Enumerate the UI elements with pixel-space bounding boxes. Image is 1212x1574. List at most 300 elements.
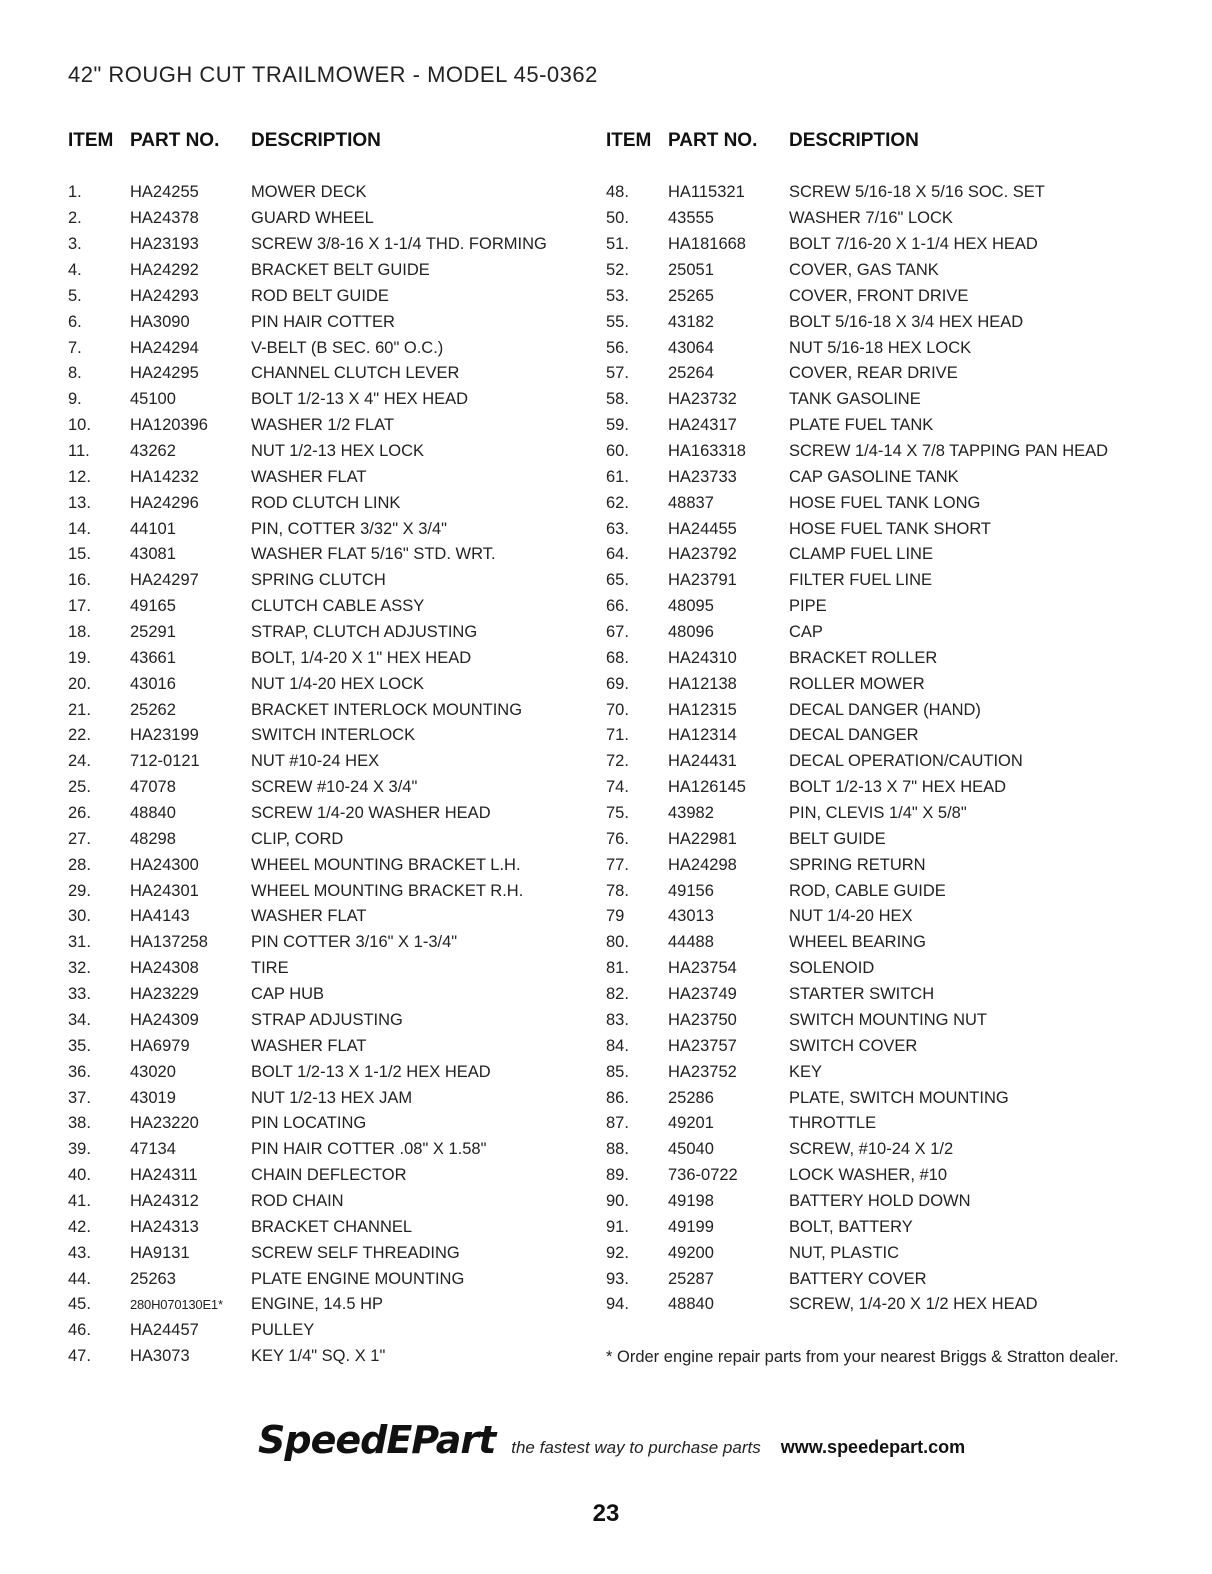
parts-row xyxy=(606,1189,1166,1215)
item-number: 47. xyxy=(68,1347,91,1366)
part-number: 48840 xyxy=(130,804,176,823)
item-number: 41. xyxy=(68,1191,91,1210)
part-description: CAP GASOLINE TANK xyxy=(789,467,959,486)
item-number: 71. xyxy=(606,726,629,745)
parts-row xyxy=(606,1085,1166,1111)
item-number: 55. xyxy=(606,312,629,331)
item-number: 2. xyxy=(68,209,82,228)
part-description: NUT 1/2-13 HEX LOCK xyxy=(251,442,425,461)
parts-row xyxy=(68,490,598,516)
part-description: SCREW 1/4-20 WASHER HEAD xyxy=(251,804,491,823)
item-number: 85. xyxy=(606,1062,629,1081)
parts-row xyxy=(68,258,598,284)
column-headers-left xyxy=(68,128,598,154)
part-number: HA23750 xyxy=(668,1010,737,1029)
part-description: BRACKET BELT GUIDE xyxy=(251,261,430,279)
parts-row xyxy=(68,878,598,904)
item-number: 20. xyxy=(68,674,91,693)
part-description: BOLT, BATTERY xyxy=(789,1217,913,1236)
part-description: CAP HUB xyxy=(251,985,325,1004)
parts-row xyxy=(606,1163,1166,1189)
part-description: WHEEL MOUNTING BRACKET R.H. xyxy=(251,881,524,900)
part-number: HA24298 xyxy=(668,855,737,874)
part-description: FILTER FUEL LINE xyxy=(789,571,933,590)
parts-row xyxy=(68,232,598,258)
parts-row xyxy=(606,645,1166,671)
parts-row xyxy=(606,516,1166,542)
part-number: 25287 xyxy=(668,1269,714,1288)
item-number: 43. xyxy=(68,1243,91,1262)
parts-row xyxy=(606,1008,1166,1034)
parts-row xyxy=(68,1318,598,1344)
item-number: 15. xyxy=(68,545,91,564)
part-number: 48840 xyxy=(668,1295,714,1314)
item-number: 11. xyxy=(68,442,90,461)
parts-row xyxy=(68,1085,598,1111)
part-number: 736-0722 xyxy=(668,1166,738,1185)
parts-row xyxy=(68,982,598,1008)
part-number: HA6979 xyxy=(130,1036,190,1055)
parts-row xyxy=(606,1240,1166,1266)
item-number: 88. xyxy=(606,1140,629,1159)
part-description: BATTERY COVER xyxy=(789,1269,927,1288)
parts-row xyxy=(606,361,1166,387)
part-number: HA126145 xyxy=(668,778,746,797)
part-description: WHEEL BEARING xyxy=(789,933,926,952)
parts-row xyxy=(606,1059,1166,1085)
part-description: DECAL OPERATION/CAUTION xyxy=(789,752,1023,771)
parts-row xyxy=(606,1111,1166,1137)
parts-row xyxy=(606,542,1166,568)
part-number: 43982 xyxy=(668,804,714,823)
item-number: 91. xyxy=(606,1217,629,1236)
part-number: HA24293 xyxy=(130,286,199,305)
parts-row xyxy=(606,568,1166,594)
part-number: 43019 xyxy=(130,1088,176,1107)
part-number: 44101 xyxy=(130,519,176,538)
part-number: 48837 xyxy=(668,493,714,512)
item-number: 90. xyxy=(606,1191,629,1210)
item-number: 38. xyxy=(68,1114,91,1133)
parts-row xyxy=(68,1059,598,1085)
part-description: STARTER SWITCH xyxy=(789,985,935,1004)
item-number: 77. xyxy=(606,855,629,874)
part-number: HA24312 xyxy=(130,1191,199,1210)
part-description: BRACKET INTERLOCK MOUNTING xyxy=(251,700,523,719)
item-number: 17. xyxy=(68,597,91,616)
header-part-no: PART NO. xyxy=(130,130,220,151)
parts-row xyxy=(68,1189,598,1215)
part-number: HA23220 xyxy=(130,1114,199,1133)
part-description: NUT 5/16-18 HEX LOCK xyxy=(789,338,972,357)
part-number: HA23749 xyxy=(668,985,737,1004)
part-description: BOLT 7/16-20 X 1-1/4 HEX HEAD xyxy=(789,235,1038,254)
item-number: 87. xyxy=(606,1114,629,1133)
parts-row xyxy=(68,206,598,232)
part-number: 43182 xyxy=(668,312,714,331)
header-description: DESCRIPTION xyxy=(789,130,919,151)
item-number: 86. xyxy=(606,1088,629,1107)
header-item: ITEM xyxy=(68,130,114,151)
part-description: SCREW 3/8-16 X 1-1/4 THD. FORMING xyxy=(251,235,547,254)
parts-row xyxy=(606,1137,1166,1163)
part-number: HA24292 xyxy=(130,261,199,279)
part-number: 43016 xyxy=(130,674,176,693)
part-description: WASHER 1/2 FLAT xyxy=(251,416,395,435)
parts-row xyxy=(68,283,598,309)
item-number: 84. xyxy=(606,1036,629,1055)
parts-row xyxy=(68,439,598,465)
parts-row xyxy=(68,1137,598,1163)
part-number: HA137258 xyxy=(130,933,208,952)
part-number: HA24300 xyxy=(130,855,199,874)
part-description: PLATE, SWITCH MOUNTING xyxy=(789,1088,1009,1107)
page-number: 23 xyxy=(592,1500,620,1527)
part-number: HA24295 xyxy=(130,364,199,383)
parts-row xyxy=(606,309,1166,335)
parts-row xyxy=(606,464,1166,490)
rows-right xyxy=(606,180,1166,1318)
part-description: PLATE ENGINE MOUNTING xyxy=(251,1269,465,1288)
parts-row xyxy=(606,852,1166,878)
item-number: 44. xyxy=(68,1269,91,1288)
part-description: PIN HAIR COTTER .08" X 1.58" xyxy=(251,1140,487,1159)
parts-row xyxy=(68,1344,598,1370)
item-number: 92. xyxy=(606,1243,629,1262)
part-number: 43661 xyxy=(130,648,176,667)
part-description: ROD, CABLE GUIDE xyxy=(789,881,946,900)
item-number: 18. xyxy=(68,623,91,642)
part-description: SWITCH COVER xyxy=(789,1036,918,1055)
item-number: 3. xyxy=(68,235,82,254)
part-description: BELT GUIDE xyxy=(789,829,886,848)
parts-row xyxy=(68,697,598,723)
part-number: 25265 xyxy=(668,286,714,305)
part-number: 43064 xyxy=(668,338,714,357)
item-number: 25. xyxy=(68,778,91,797)
parts-row xyxy=(68,749,598,775)
item-number: 66. xyxy=(606,597,629,616)
item-number: 7. xyxy=(68,338,82,357)
part-number: 43555 xyxy=(668,209,714,228)
parts-row xyxy=(606,594,1166,620)
parts-row xyxy=(606,930,1166,956)
part-description: BATTERY HOLD DOWN xyxy=(789,1191,971,1210)
parts-row xyxy=(606,982,1166,1008)
parts-row xyxy=(606,1266,1166,1292)
item-number: 59. xyxy=(606,416,629,435)
part-number: HA115321 xyxy=(668,183,745,202)
part-description: NUT 1/4-20 HEX LOCK xyxy=(251,674,425,693)
item-number: 75. xyxy=(606,804,629,823)
part-number: 49201 xyxy=(668,1114,714,1133)
item-number: 14. xyxy=(68,519,91,538)
item-number: 76. xyxy=(606,829,629,848)
part-number: 48095 xyxy=(668,597,714,616)
part-number: HA23752 xyxy=(668,1062,737,1081)
part-description: STRAP ADJUSTING xyxy=(251,1010,403,1029)
part-number: 45100 xyxy=(130,390,176,409)
part-description: PULLEY xyxy=(251,1321,315,1340)
part-number: HA14232 xyxy=(130,467,199,486)
parts-row xyxy=(68,594,598,620)
item-number: 8. xyxy=(68,364,82,383)
parts-row xyxy=(606,258,1166,284)
item-number: 4. xyxy=(68,261,82,279)
item-number: 32. xyxy=(68,959,91,978)
item-number: 21. xyxy=(68,700,91,719)
item-number: 22. xyxy=(68,726,91,745)
part-description: ROD BELT GUIDE xyxy=(251,286,389,305)
item-number: 67. xyxy=(606,623,629,642)
part-number: 43020 xyxy=(130,1062,176,1081)
part-number: HA24308 xyxy=(130,959,199,978)
parts-list-right xyxy=(606,128,1166,1318)
part-number: 43013 xyxy=(668,907,714,926)
parts-row xyxy=(606,283,1166,309)
part-number: HA181668 xyxy=(668,235,746,254)
parts-row xyxy=(68,542,598,568)
parts-row xyxy=(606,904,1166,930)
part-number: 280H070130E1* xyxy=(130,1297,223,1313)
item-number: 12. xyxy=(68,467,91,486)
item-number: 65. xyxy=(606,571,629,590)
part-description: NUT 1/2-13 HEX JAM xyxy=(251,1088,413,1107)
parts-row xyxy=(68,413,598,439)
part-description: BOLT 1/2-13 X 7" HEX HEAD xyxy=(789,778,1007,797)
part-number: 25286 xyxy=(668,1088,714,1107)
item-number: 64. xyxy=(606,545,629,564)
item-number: 60. xyxy=(606,442,629,461)
part-description: WASHER FLAT xyxy=(251,467,367,486)
parts-row xyxy=(68,387,598,413)
parts-row xyxy=(68,1033,598,1059)
engine-footnote: * Order engine repair parts from your nearest Briggs & Stratton dealer. xyxy=(606,1348,1119,1366)
part-number: 47134 xyxy=(130,1140,176,1159)
item-number: 68. xyxy=(606,648,629,667)
part-description: WHEEL MOUNTING BRACKET L.H. xyxy=(251,855,521,874)
part-number: HA24311 xyxy=(130,1166,198,1185)
brand-url[interactable]: www.speedepart.com xyxy=(780,1437,966,1457)
parts-row xyxy=(606,387,1166,413)
part-number: HA3073 xyxy=(130,1347,190,1366)
item-number: 35. xyxy=(68,1036,91,1055)
part-description: SPRING CLUTCH xyxy=(251,571,386,590)
parts-row xyxy=(68,464,598,490)
parts-row xyxy=(606,1214,1166,1240)
part-description: BRACKET CHANNEL xyxy=(251,1217,413,1236)
part-number: HA23193 xyxy=(130,235,199,254)
part-description: LOCK WASHER, #10 xyxy=(789,1166,948,1185)
part-number: 43081 xyxy=(130,545,176,564)
part-description: PIPE xyxy=(789,597,827,616)
item-number: 69. xyxy=(606,674,629,693)
part-description: BOLT 1/2-13 X 1-1/2 HEX HEAD xyxy=(251,1062,491,1081)
item-number: 1. xyxy=(68,183,82,202)
part-description: KEY 1/4" SQ. X 1" xyxy=(251,1347,386,1366)
item-number: 78. xyxy=(606,881,629,900)
parts-row xyxy=(606,878,1166,904)
parts-row xyxy=(606,490,1166,516)
parts-row xyxy=(68,723,598,749)
parts-row xyxy=(606,671,1166,697)
part-description: CHANNEL CLUTCH LEVER xyxy=(251,364,460,383)
parts-row xyxy=(68,361,598,387)
parts-row xyxy=(68,568,598,594)
parts-row xyxy=(68,1266,598,1292)
part-description: NUT #10-24 HEX xyxy=(251,752,380,771)
item-number: 42. xyxy=(68,1217,91,1236)
item-number: 89. xyxy=(606,1166,629,1185)
header-item: ITEM xyxy=(606,130,652,151)
parts-row xyxy=(606,1033,1166,1059)
parts-row xyxy=(606,826,1166,852)
item-number: 37. xyxy=(68,1088,91,1107)
part-description: CAP xyxy=(789,623,823,642)
part-number: HA24310 xyxy=(668,648,737,667)
part-description: BRACKET ROLLER xyxy=(789,648,938,667)
item-number: 29. xyxy=(68,881,91,900)
item-number: 34. xyxy=(68,1010,91,1029)
part-description: SCREW SELF THREADING xyxy=(251,1243,460,1262)
part-description: ROLLER MOWER xyxy=(789,674,925,693)
part-description: TANK GASOLINE xyxy=(789,390,921,409)
parts-row xyxy=(606,439,1166,465)
part-description: MOWER DECK xyxy=(251,183,367,202)
item-number: 39. xyxy=(68,1140,91,1159)
column-headers-right xyxy=(606,128,1166,154)
part-number: 49165 xyxy=(130,597,176,616)
part-number: HA24313 xyxy=(130,1217,199,1236)
part-number: HA23229 xyxy=(130,985,199,1004)
parts-row xyxy=(68,671,598,697)
part-number: 44488 xyxy=(668,933,714,952)
part-number: HA9131 xyxy=(130,1243,190,1262)
part-description: SCREW #10-24 X 3/4" xyxy=(251,778,418,797)
parts-row xyxy=(606,749,1166,775)
parts-row xyxy=(606,801,1166,827)
parts-row xyxy=(68,309,598,335)
part-number: 48298 xyxy=(130,829,176,848)
parts-row xyxy=(606,206,1166,232)
parts-row xyxy=(606,956,1166,982)
speedepart-logo: SpeedEPart xyxy=(258,1418,496,1462)
parts-row xyxy=(68,801,598,827)
part-description: ROD CLUTCH LINK xyxy=(251,493,401,512)
item-number: 79 xyxy=(606,907,625,926)
part-description: BOLT 1/2-13 X 4" HEX HEAD xyxy=(251,390,469,409)
item-number: 53. xyxy=(606,286,629,305)
item-number: 27. xyxy=(68,829,91,848)
item-number: 58. xyxy=(606,390,629,409)
part-number: HA24378 xyxy=(130,209,199,228)
item-number: 48. xyxy=(606,183,629,202)
part-description: V-BELT (B SEC. 60" O.C.) xyxy=(251,338,444,357)
part-description: KEY xyxy=(789,1062,823,1081)
parts-row xyxy=(606,232,1166,258)
part-description: SCREW 5/16-18 X 5/16 SOC. SET xyxy=(789,183,1045,202)
parts-row xyxy=(68,956,598,982)
item-number: 57. xyxy=(606,364,629,383)
part-number: HA23757 xyxy=(668,1036,737,1055)
part-number: 45040 xyxy=(668,1140,714,1159)
item-number: 56. xyxy=(606,338,629,357)
item-number: 52. xyxy=(606,261,629,279)
item-number: 63. xyxy=(606,519,629,538)
part-number: HA23732 xyxy=(668,390,737,409)
rows-left xyxy=(68,180,598,1370)
part-number: HA4143 xyxy=(130,907,190,926)
part-description: GUARD WHEEL xyxy=(251,209,374,228)
parts-row xyxy=(68,1292,598,1318)
parts-list-left xyxy=(68,128,598,1370)
part-description: PIN COTTER 3/16" X 1-3/4" xyxy=(251,933,458,952)
parts-row xyxy=(68,775,598,801)
parts-row xyxy=(68,1008,598,1034)
part-number: HA24294 xyxy=(130,338,199,357)
part-description: PIN, CLEVIS 1/4" X 5/8" xyxy=(789,804,967,823)
part-number: HA24255 xyxy=(130,183,199,202)
part-description: CHAIN DEFLECTOR xyxy=(251,1166,407,1185)
part-description: SWITCH INTERLOCK xyxy=(251,726,416,745)
part-description: CLIP, CORD xyxy=(251,829,344,848)
part-description: PIN LOCATING xyxy=(251,1114,367,1133)
part-description: SCREW, 1/4-20 X 1/2 HEX HEAD xyxy=(789,1295,1038,1314)
part-number: HA23733 xyxy=(668,467,737,486)
part-description: WASHER FLAT 5/16" STD. WRT. xyxy=(251,545,496,564)
part-number: HA12314 xyxy=(668,726,737,745)
parts-row xyxy=(606,620,1166,646)
item-number: 72. xyxy=(606,752,629,771)
part-number: HA24455 xyxy=(668,519,737,538)
item-number: 9. xyxy=(68,390,82,409)
item-number: 83. xyxy=(606,1010,629,1029)
part-description: SWITCH MOUNTING NUT xyxy=(789,1010,987,1029)
parts-row xyxy=(68,516,598,542)
header-part-no: PART NO. xyxy=(668,130,758,151)
part-description: BOLT 5/16-18 X 3/4 HEX HEAD xyxy=(789,312,1024,331)
part-number: 49198 xyxy=(668,1191,714,1210)
part-number: 25264 xyxy=(668,364,714,383)
part-number: 25051 xyxy=(668,261,714,279)
part-description: PIN, COTTER 3/32" X 3/4" xyxy=(251,519,448,538)
brand-banner xyxy=(258,1418,965,1462)
item-number: 40. xyxy=(68,1166,91,1185)
part-description: WASHER FLAT xyxy=(251,1036,367,1055)
parts-row xyxy=(68,335,598,361)
part-description: ROD CHAIN xyxy=(251,1191,344,1210)
parts-row xyxy=(606,723,1166,749)
item-number: 31. xyxy=(68,933,91,952)
part-number: HA22981 xyxy=(668,829,737,848)
part-description: SCREW 1/4-14 X 7/8 TAPPING PAN HEAD xyxy=(789,442,1109,461)
part-description: SCREW, #10-24 X 1/2 xyxy=(789,1140,954,1159)
part-description: NUT, PLASTIC xyxy=(789,1243,900,1262)
item-number: 94. xyxy=(606,1295,629,1314)
part-description: TIRE xyxy=(251,959,289,978)
part-number: HA12138 xyxy=(668,674,737,693)
parts-row xyxy=(68,826,598,852)
parts-row xyxy=(606,1292,1166,1318)
part-number: HA23791 xyxy=(668,571,737,590)
part-number: HA24301 xyxy=(130,881,199,900)
item-number: 28. xyxy=(68,855,91,874)
item-number: 33. xyxy=(68,985,91,1004)
part-number: HA23792 xyxy=(668,545,737,564)
part-number: 25262 xyxy=(130,700,176,719)
part-number: HA24431 xyxy=(668,752,737,771)
item-number: 26. xyxy=(68,804,91,823)
